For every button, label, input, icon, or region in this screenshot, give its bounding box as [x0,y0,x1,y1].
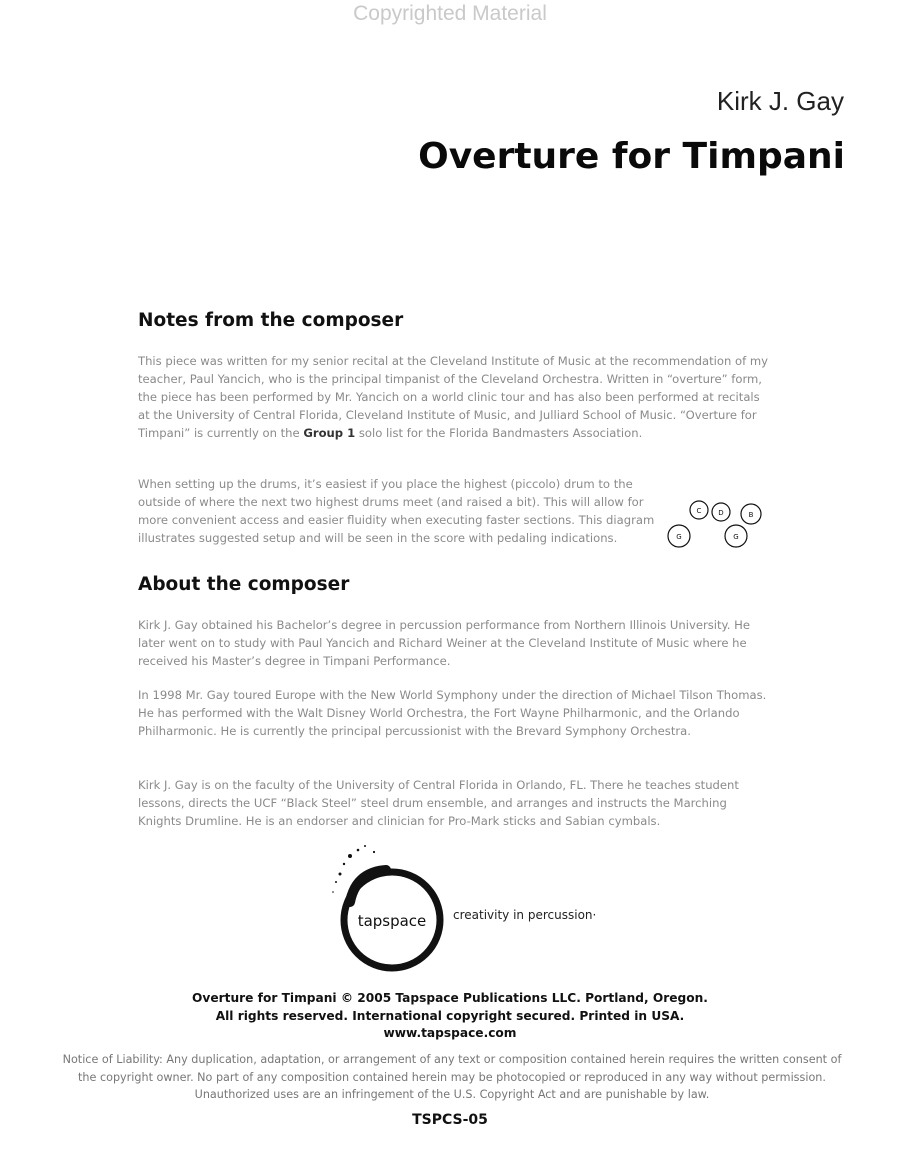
logo-brand-text: tapspace [357,912,427,930]
piece-title: Overture for Timpani [418,136,845,177]
about-section [138,574,770,595]
about-heading: About the composer [138,574,350,595]
notes-heading: Notes from the composer [138,310,404,331]
copyright-block [0,990,900,1043]
drum-label-g-left: G [676,533,682,541]
notes-section [138,310,770,331]
copyright-rights: All rights reserved. International copyright secured. Printed in USA. [215,1008,685,1023]
about-paragraph-3 [138,776,770,830]
catalog-code: TSPCS-05 [412,1112,488,1128]
composer-name: Kirk J. Gay [716,86,844,116]
tapspace-logo [330,842,450,987]
about-paragraph-1 [138,616,770,670]
about-p1-text: Kirk J. Gay obtained his Bachelor’s degree in percussion performance from Northern Illinois University. He later went on to study with Paul Yancich and Richard Weiner at the Cleveland Institute of Music where he received his Master’s degree in Timpani Performance. [138,618,750,668]
notes-p1-bold: Group 1 [303,426,356,440]
copyright-title: Overture for Timpani [192,991,337,1005]
timpani-setup-diagram [664,496,764,552]
notes-paragraph-1 [138,352,770,442]
copyright-publisher: © 2005 Tapspace Publications LLC. Portland, Oregon. [336,991,708,1005]
notes-paragraph-2 [138,475,666,547]
notice-of-liability: Notice of Liability: Any duplication, adaptation, or arrangement of any text or composition contained herein requires the written consent of the copyright owner. No part of any composition contained herein may be photocopied or reproduced in any way without permission. Unauthorized uses are an infringement of the U.S. Copyright Act and are punishable by law. [62,1053,842,1101]
drum-label-c: C [696,507,702,515]
publisher-website: www.tapspace.com [383,1026,517,1040]
about-p3-text: Kirk J. Gay is on the faculty of the University of Central Florida in Orlando, FL. There he teaches student lessons, directs the UCF “Black Steel” steel drum ensemble, and arranges and instructs the Marching Knights Drumline. He is an endorser and clinician for Pro-Mark sticks and Sabian cymbals. [138,778,739,828]
notes-p2-text: When setting up the drums, it’s easiest if you place the highest (piccolo) drum to the outside of where the next two highest drums meet (and raised a bit). This will allow for more convenient access and easier fluidity when executing faster sections. This diagram illustrates suggested setup and will be seen in the score with pedaling indications. [138,477,655,545]
notes-p1-text: This piece was written for my senior recital at the Cleveland Institute of Music at the recommendation of my teacher, Paul Yancich, who is the principal timpanist of the Cleveland Orchestra. Written in “overture” form, the piece has been performed by Mr. Yancich on a world clinic tour and has also been performed at recitals at the University of Central Florida, Cleveland Institute of Music, and Julliard School of Music. “Overture for Timpani” is currently on the [138,354,769,440]
copyright-watermark: Copyrighted Material [353,2,547,25]
about-p2-text: In 1998 Mr. Gay toured Europe with the New World Symphony under the direction of Michael Tilson Thomas. He has performed with the Walt Disney World Orchestra, the Fort Wayne Philharmonic, and the Orlando Philharmonic. He is currently the principal percussionist with the Brevard Symphony Orchestra. [138,688,767,738]
drum-label-g-right: G [733,533,739,541]
logo-tagline: creativity in percussion· [453,908,597,922]
drum-label-d: D [718,509,724,517]
drum-label-b: B [748,511,754,519]
notes-p1-text-end: solo list for the Florida Bandmasters Association. [355,426,643,440]
about-paragraph-2 [138,686,770,740]
